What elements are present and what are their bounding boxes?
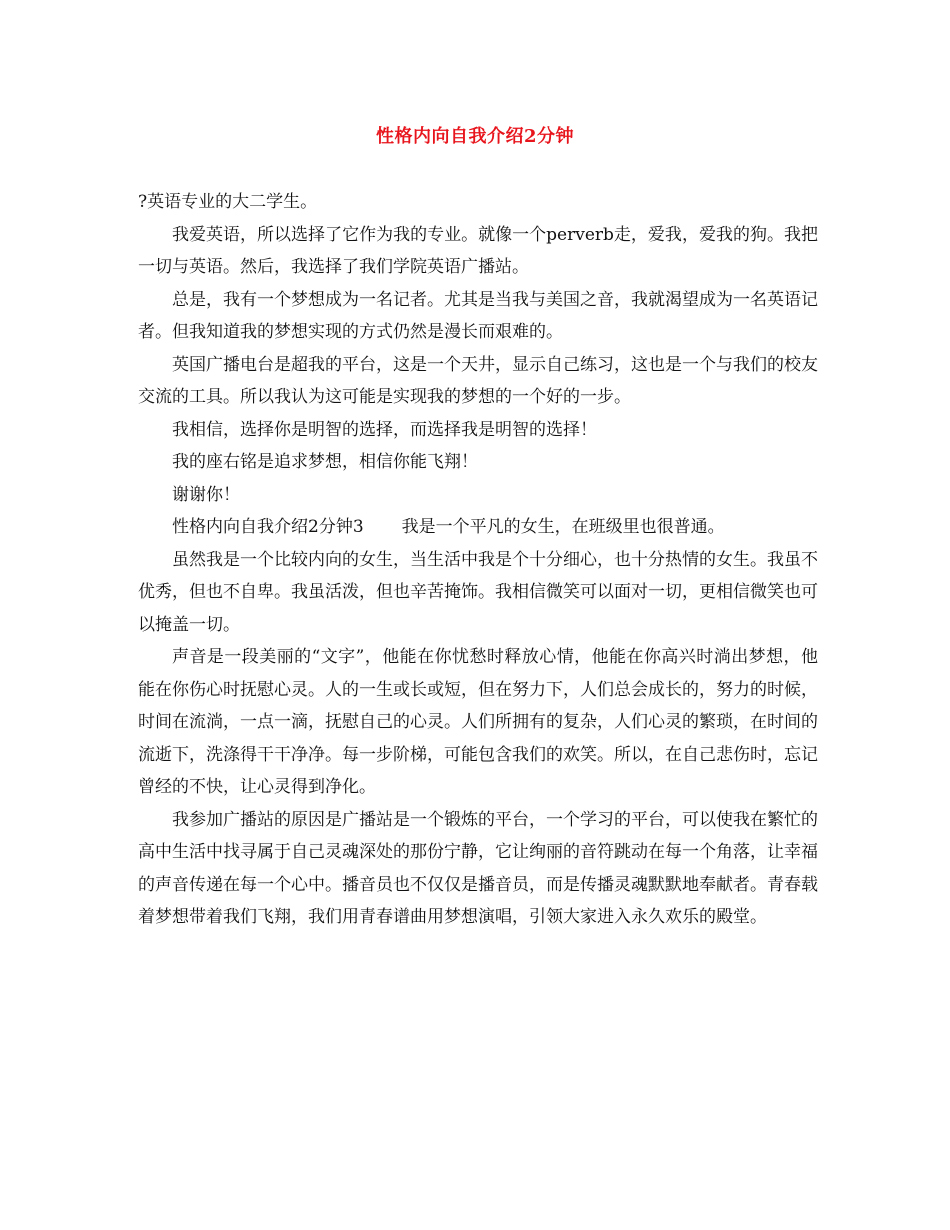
paragraph-1: ?英语专业的大二学生。 [138,192,318,212]
paragraph-2: 我爱英语，所以选择了它作为我的专业。就像一个perverb走，爱我，爱我的狗。我把一切与英语。然后，我选择了我们学院英语广播站。 [138,224,818,277]
section-heading-line [138,511,818,544]
paragraph-8: 虽然我是一个比较内向的女生，当生活中我是个十分细心，也十分热情的女生。我虽不优秀，但也不自卑。我虽活泼，但也辛苦掩饰。我相信微笑可以面对一切，更相信微笑也可以掩盖一切。 [138,549,818,635]
paragraph-4: 英国广播电台是超我的平台，这是一个天井，显示自己练习，这也是一个与我们的校友交流的工具。所以我认为这可能是实现我的梦想的一个好的一步。 [138,354,818,407]
paragraph-10: 我参加广播站的原因是广播站是一个锻炼的平台，一个学习的平台，可以使我在繁忙的高中生活中找寻属于自己灵魂深处的那份宁静，它让绚丽的音符跳动在每一个角落，让幸福的声音传递在每一个心中。播音员也不仅仅是播音员，而是传播灵魂默默地奉献者。青春载着梦想带着我们飞翔，我们用青春谱曲用梦想演唱，引领大家进入永久欢乐的殿堂。 [138,809,818,927]
document-title: 性格内向自我介绍2分钟 [375,126,575,147]
paragraph-5: 我相信，选择你是明智的选择，而选择我是明智的选择！ [172,419,597,440]
paragraph-6: 我的座右铭是追求梦想，相信你能飞翔！ [172,452,478,472]
paragraph-9: 声音是一段美丽的“文字”，他能在你忧愁时释放心情，他能在你高兴时淌出梦想，他能在你伤心时抚慰心灵。人的一生或长或短，但在努力下，人们总会成长的，努力的时候，时间在流淌，一点一滴，抚慰自己的心灵。人们所拥有的复杂，人们心灵的繁琐，在时间的流逝下，洗涤得干干净净。每一步阶梯，可能包含我们的欢笑。所以，在自己悲伤时，忘记曾经的不快，让心灵得到净化。 [138,647,818,797]
document-body [138,186,818,934]
paragraph-3: 总是，我有一个梦想成为一名记者。尤其是当我与美国之音，我就渴望成为一名英语记者。但我知道我的梦想实现的方式仍然是漫长而艰难的。 [138,289,818,342]
section-first-sentence: 我是一个平凡的女生，在班级里也很普通。 [401,517,725,537]
section-heading: 性格内向自我介绍2分钟3 [172,517,364,537]
paragraph-7: 谢谢你！ [172,484,240,505]
